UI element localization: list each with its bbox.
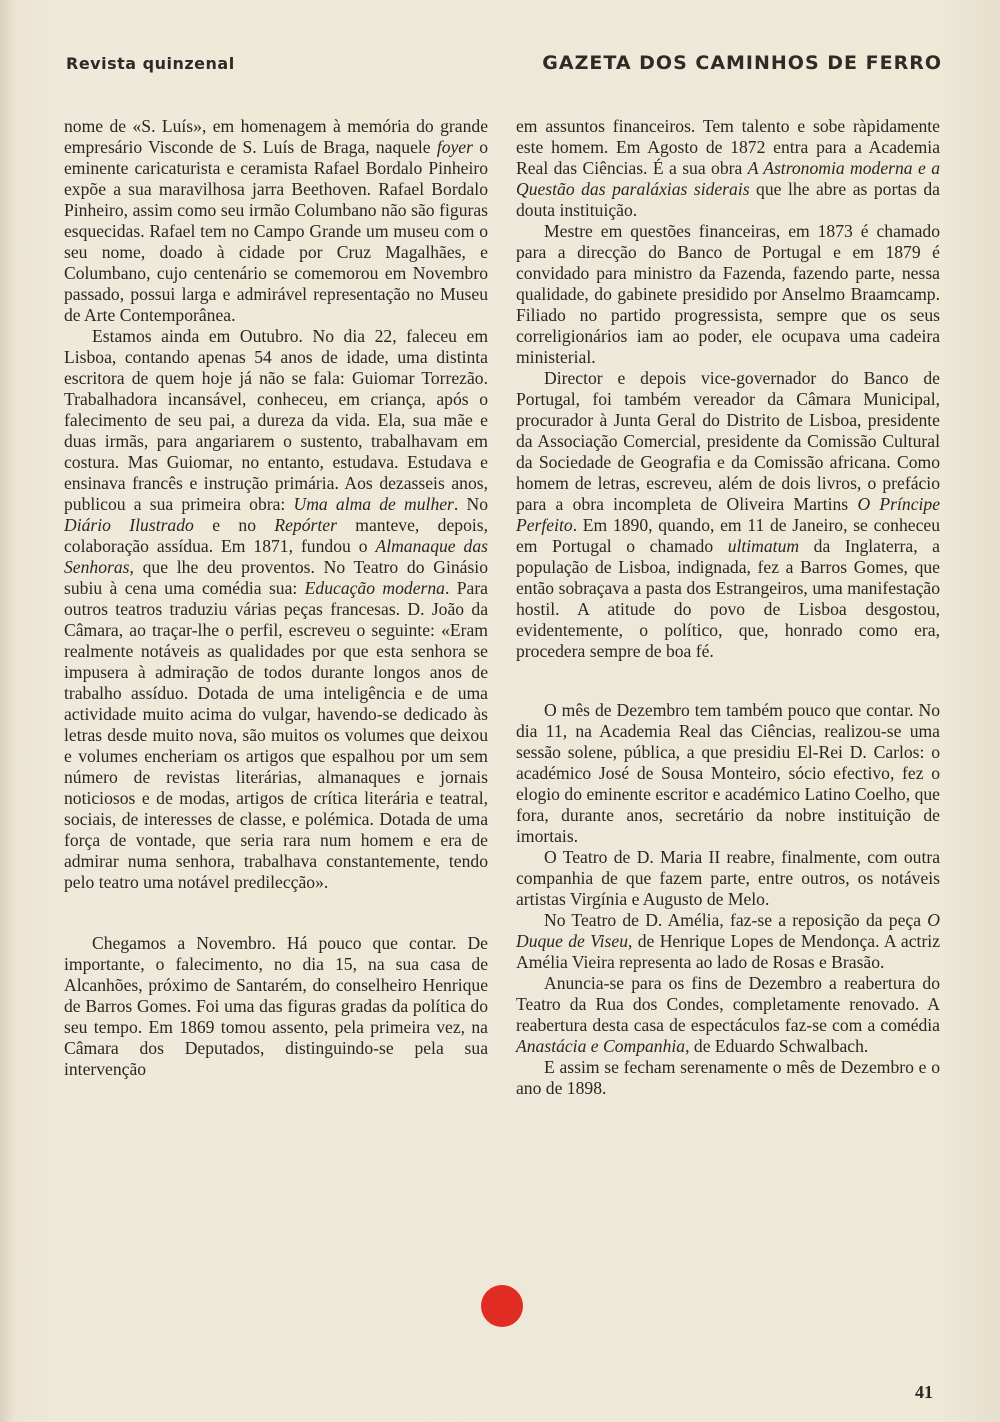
text-run: No Teatro de D. Amélia, faz-se a reposição da peça xyxy=(544,910,928,930)
paragraph: O mês de Dezembro tem também pouco que contar. No dia 11, na Academia Real das Ciências, realizou-se uma sessão solene, pública, a que presidiu El-Rei D. Carlos: o académico José de Sousa Monteiro, sócio efectivo, fez o elogio do eminente escritor e académico Latino Coelho, que fora, durante anos, secretário da nobre instituição de imortais. xyxy=(516,700,940,846)
italic-text: foyer xyxy=(436,137,473,157)
italic-text: O Duque de Viseu xyxy=(516,910,940,951)
text-run: . No xyxy=(453,494,488,514)
text-run: , de Eduardo Schwalbach. xyxy=(685,1036,869,1056)
text-run: Director e depois vice-governador do Banco de Portugal, foi também vereador da Câmara Municipal, procurador à Junta Geral do Distrito de Lisboa, presidente da Associação Comercial, presidente da Comissão Cultural da Sociedade de Geografia e da Comissão africana. Como homem de letras, escreveu, além de dois livros, o prefácio para a obra incompleta de Oliveira Martins xyxy=(516,368,940,514)
paragraph xyxy=(516,116,940,221)
text-run: . Em 1890, quando, em 11 de Janeiro, se conheceu em Portugal o chamado xyxy=(516,515,940,556)
red-marker-dot xyxy=(481,1285,523,1327)
text-run: Estamos ainda em Outubro. No dia 22, faleceu em Lisboa, contando apenas 54 anos de idade, uma distinta escritora de quem hoje já não se fala: Guiomar Torrezão. Trabalhadora incansável, conheceu, em criança, após o falecimento de seu pai, a dureza da vida. Ela, sua mãe e duas irmãs, para angariarem o sustento, trabalhavam em costura. Mas Guiomar, no entanto, estudava. Estudava e ensinava francês e instrução primária. Aos dezasseis anos, publicou a sua primeira obra: xyxy=(64,326,488,514)
paragraph xyxy=(516,973,940,1057)
text-run: e no xyxy=(193,515,275,535)
italic-text: Anastácia e Companhia xyxy=(516,1036,686,1056)
text-run: Anuncia-se para os fins de Dezembro a reabertura do Teatro da Rua dos Condes, completamente renovado. A reabertura desta casa de espectáculos faz-se com a comédia xyxy=(516,973,940,1035)
italic-text: Diário Ilustrado xyxy=(64,515,194,535)
right-column xyxy=(516,116,940,1099)
italic-text: ultimatum xyxy=(727,536,800,556)
section-gap xyxy=(64,893,488,933)
paragraph: O Teatro de D. Maria II reabre, finalmente, com outra companhia de que fazem parte, entre outros, os notáveis artistas Virgínia e Augusto de Melo. xyxy=(516,847,940,909)
paragraph xyxy=(64,116,488,326)
text-run: que lhe abre as portas da douta instituição. xyxy=(516,179,940,220)
italic-text: Almanaque das Senhoras xyxy=(64,536,488,577)
italic-text: Repórter xyxy=(274,515,337,535)
text-run: manteve, depois, colaboração assídua. Em 1871, fundou o xyxy=(64,515,489,556)
paragraph xyxy=(516,368,940,662)
text-run: da Inglaterra, a população de Lisboa, indignada, fez a Barros Gomes, que então sobraçava a pasta dos Estrangeiros, uma manifestação hostil. A atitude do povo de Lisboa desgostou, evidentemente, o político, que, honrado como era, procedera sempre de boa fé. xyxy=(516,536,940,661)
left-column xyxy=(64,116,488,1080)
text-run: em assuntos financeiros. Tem talento e sobe ràpidamente este homem. Em Agosto de 1872 entra para a Academia Real das Ciências. É a sua obra xyxy=(516,116,940,178)
text-run: , de Henrique Lopes de Mendonça. A actriz Amélia Vieira representa ao lado de Rosas e Brasão. xyxy=(516,931,940,972)
italic-text: Uma alma de mulher xyxy=(293,494,454,514)
italic-text: Educação moderna xyxy=(304,578,445,598)
text-run: o eminente caricaturista e ceramista Rafael Bordalo Pinheiro expõe a sua maravilhosa jarra Beethoven. Rafael Bordalo Pinheiro, assim como seu irmão Columbano não são figuras esquecidas. Rafael tem no Campo Grande um museu com o seu nome, doado à cidade por Cruz Magalhães, e Columbano, cujo centenário se comemorou em Novembro passado, possui larga e admirável representação no Museu de Arte Contemporânea. xyxy=(64,137,488,325)
text-run: nome de «S. Luís», em homenagem à memória do grande empresário Visconde de S. Luís de Braga, naquele xyxy=(64,116,488,157)
paragraph xyxy=(64,326,488,893)
paragraph: Mestre em questões financeiras, em 1873 é chamado para a direcção do Banco de Portugal e em 1879 é convidado para ministro da Fazenda, fazendo parte, nessa qualidade, do gabinete presidido por Anselmo Braamcamp. Filiado no partido progressista, sempre que os seus correligionários iam ao poder, ele ocupava uma cadeira ministerial. xyxy=(516,221,940,367)
text-run: . Para outros teatros traduziu várias peças francesas. D. João da Câmara, ao traçar-lhe o perfil, escreveu o seguinte: «Eram realmente notáveis as qualidades por que esta senhora se impusera à admiração de todos durante longos anos de trabalho assíduo. Dotada de uma inteligência e de uma actividade muito acima do vulgar, havendo-se dedicado às letras desde muito nova, são muitos os volumes que deixou e volumes encheriam os artigos que espalhou por um sem número de revistas literárias, almanaques e jornais noticiosos e de modas, artigos de crítica literária e teatral, sociais, de interesses de classe, e polémica. Dotada de uma força de vontade, que seria rara num homem e era de admirar numa senhora, trabalhava constantemente, tendo pelo teatro uma notável predilecção». xyxy=(64,578,488,892)
header-left: Revista quinzenal xyxy=(66,54,235,73)
italic-text: A Astronomia moderna e a Questão das paraláxias siderais xyxy=(516,158,940,199)
section-gap xyxy=(516,662,940,700)
paragraph: E assim se fecham serenamente o mês de Dezembro e o ano de 1898. xyxy=(516,1057,940,1098)
paragraph xyxy=(516,910,940,973)
header-title: GAZETA DOS CAMINHOS DE FERRO xyxy=(542,52,942,74)
page-number: 41 xyxy=(915,1382,933,1402)
italic-text: O Príncipe Perfeito xyxy=(516,494,941,535)
page-header xyxy=(66,52,942,76)
paragraph: Chegamos a Novembro. Há pouco que contar. De importante, o falecimento, no dia 15, na sua casa de Alcanhões, próximo de Santarém, do conselheiro Henrique de Barros Gomes. Foi uma das figuras gradas da política do seu tempo. Em 1869 tomou assento, pela primeira vez, na Câmara dos Deputados, distinguindo-se pela sua intervenção xyxy=(64,933,488,1079)
text-run: , que lhe deu proventos. No Teatro do Ginásio subiu à cena uma comédia sua: xyxy=(64,557,488,598)
